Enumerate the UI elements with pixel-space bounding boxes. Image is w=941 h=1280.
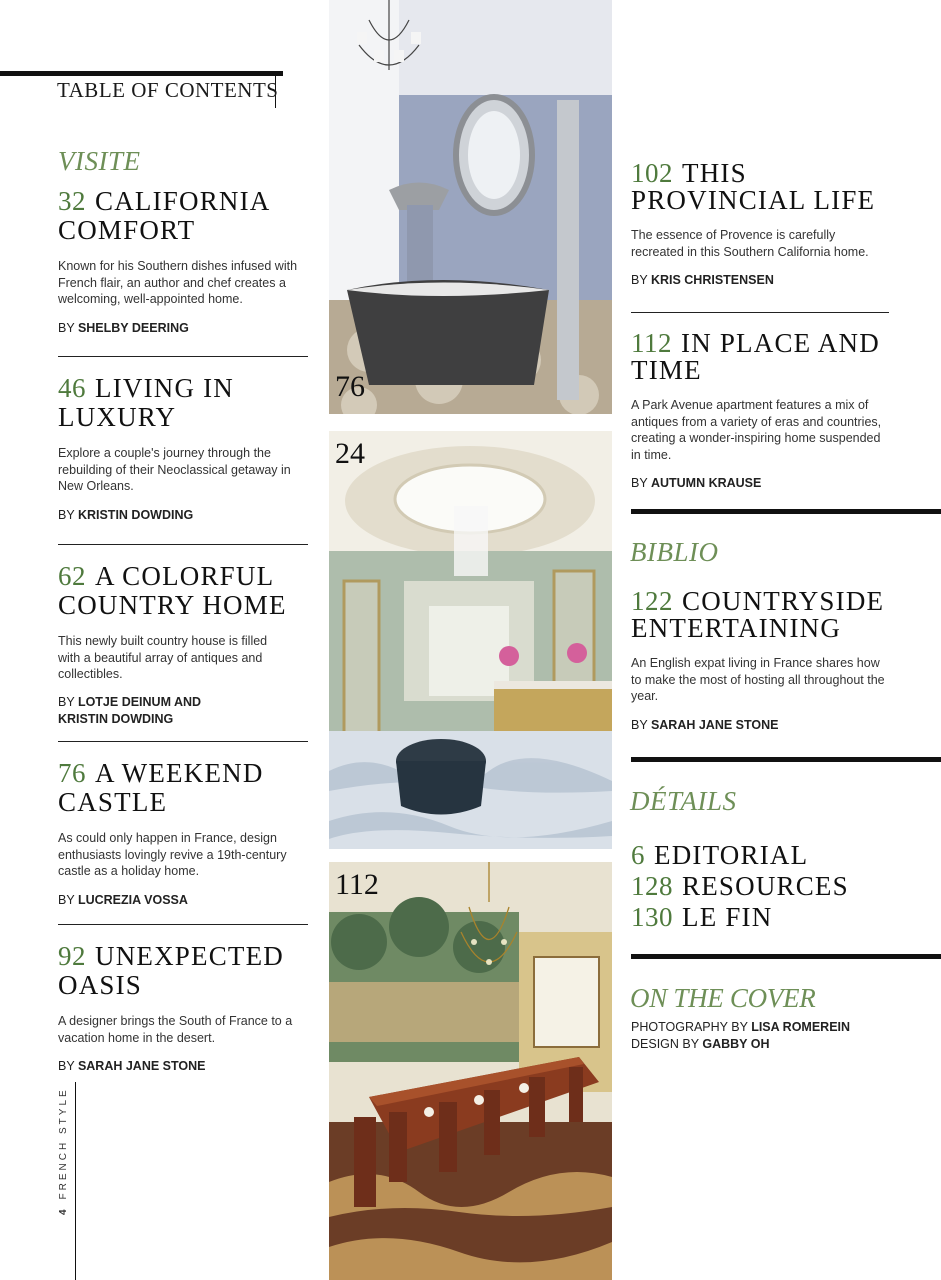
entry-author: SARAH JANE STONE [77,1059,206,1073]
entry-title [58,187,310,245]
entry-byline: BY KRISTIN DOWDING [58,507,194,522]
header-rule [0,71,283,76]
entry-title-line1: CALIFORNIA [95,186,271,216]
toc-entry[interactable] [631,330,911,490]
entry-author: KRISTIN DOWDING [77,507,194,522]
entry-description: Known for his Southern dishes infused with French flair, an author and chef creates a welcoming, well-appointed home. [58,259,298,306]
entry-description: An English expat living in France shares how to make the most of hosting all throughout the year. [631,656,885,703]
photo-page-number: 112 [335,868,379,901]
entry-title-line1: UNEXPECTED [95,941,284,971]
entry-byline: BY SHELBY DEERING [58,320,189,335]
entry-author: LOTJE DEINUM AND [77,694,202,709]
entry-page-number: 122 [631,586,673,616]
folio-rule [75,1082,76,1280]
cover-credits: PHOTOGRAPHY BY LISA ROMEREIN DESIGN BY GABBY OH [631,1020,851,1051]
section-divider [631,509,941,514]
entry-title-line2: LUXURY [58,402,177,432]
toc-entry[interactable] [58,374,310,522]
photo-dining-room[interactable] [329,862,612,1280]
entry-title-line2: COMFORT [58,215,196,245]
details-item[interactable]: 6 EDITORIAL [631,840,809,870]
entry-byline: BY AUTUMN KRAUSE [631,476,762,490]
entry-title [631,588,911,642]
entry-byline: BY LUCREZIA VOSSA [58,892,188,907]
entry-page-number: 112 [631,328,672,358]
entry-title-line1: IN PLACE AND [681,328,880,358]
section-label-details: DÉTAILS [630,786,737,816]
details-item[interactable]: 128 RESOURCES [631,871,849,901]
entry-title-line1: A WEEKEND [95,758,264,788]
entry-title-line2: ENTERTAINING [631,613,842,643]
divider [58,544,308,545]
folio-magazine: FRENCH STYLE [58,1087,69,1200]
folio-page-number: 4 [58,1209,69,1215]
entry-author-2: KRISTIN DOWDING [58,711,174,726]
entry-page-number: 102 [631,158,673,188]
toc-entry[interactable] [58,759,310,907]
entry-author: SHELBY DEERING [77,320,189,335]
divider [631,312,889,313]
entry-author: KRIS CHRISTENSEN [650,273,774,287]
entry-page-number: 92 [58,941,86,971]
toc-entry[interactable] [58,187,310,335]
entry-title-line1: LIVING IN [95,373,235,403]
toc-entry[interactable] [58,942,310,1073]
entry-title-line1: A COLORFUL [95,561,275,591]
entry-title-line2: PROVINCIAL LIFE [631,185,876,215]
toc-entry[interactable] [631,588,911,732]
page-title: TABLE OF CONTENTS [57,78,279,102]
entry-description: A Park Avenue apartment features a mix of antiques from a variety of eras and countries, creating a wonder-inspiring home suspended in time. [631,398,882,462]
entry-byline: BY SARAH JANE STONE [58,1059,206,1073]
entry-page-number: 76 [58,758,86,788]
divider [58,741,308,742]
entry-byline: BY KRIS CHRISTENSEN [631,273,774,287]
entry-description: A designer brings the South of France to a vacation home in the desert. [58,1014,293,1045]
entry-description: Explore a couple's journey through the rebuilding of their Neoclassical getaway in New Orleans. [58,446,291,493]
entry-title-line2: CASTLE [58,787,168,817]
entry-title [631,330,911,384]
entry-title [58,942,310,1000]
toc-entry[interactable] [58,562,310,728]
toc-entry[interactable] [631,160,911,287]
section-label-visite: VISITE [58,146,141,176]
entry-title-line1: THIS [682,158,747,188]
entry-title [58,759,310,817]
section-label-biblio: BIBLIO [630,537,719,567]
entry-title-line2: OASIS [58,970,143,1000]
details-list [631,840,911,933]
entry-page-number: 46 [58,373,86,403]
details-item[interactable]: 130 LE FIN [631,902,773,932]
entry-title [58,374,310,432]
section-divider [631,757,941,762]
entry-page-number: 32 [58,186,86,216]
entry-description: This newly built country house is filled with a beautiful array of antiques and collectibles. [58,634,268,681]
entry-author: AUTUMN KRAUSE [650,476,762,490]
entry-author: SARAH JANE STONE [650,717,779,732]
entry-author: LUCREZIA VOSSA [77,892,188,907]
entry-title [631,160,911,214]
entry-page-number: 62 [58,561,86,591]
section-label-cover: ON THE COVER [630,983,816,1013]
cover-designer: GABBY OH [702,1036,770,1051]
folio [58,1087,69,1215]
photo-bathroom[interactable] [329,0,612,414]
photo-page-number: 76 [335,370,365,403]
divider [58,924,308,925]
photo-page-number: 24 [335,437,365,470]
entry-title-line1: COUNTRYSIDE [682,586,885,616]
entry-description: The essence of Provence is carefully recreated in this Southern California home. [631,228,869,259]
entry-description: As could only happen in France, design enthusiasts lovingly revive a 19th-century castle as a holiday home. [58,831,287,878]
entry-title [58,562,310,620]
entry-byline: BY SARAH JANE STONE [631,717,779,732]
entry-byline: BY LOTJE DEINUM AND KRISTIN DOWDING [58,694,202,726]
entry-title-line2: TIME [631,355,702,385]
cover-photographer: LISA ROMEREIN [751,1020,851,1034]
divider [58,356,308,357]
photo-hallway[interactable] [329,431,612,849]
entry-title-line2: COUNTRY HOME [58,590,287,620]
section-divider [631,954,941,959]
